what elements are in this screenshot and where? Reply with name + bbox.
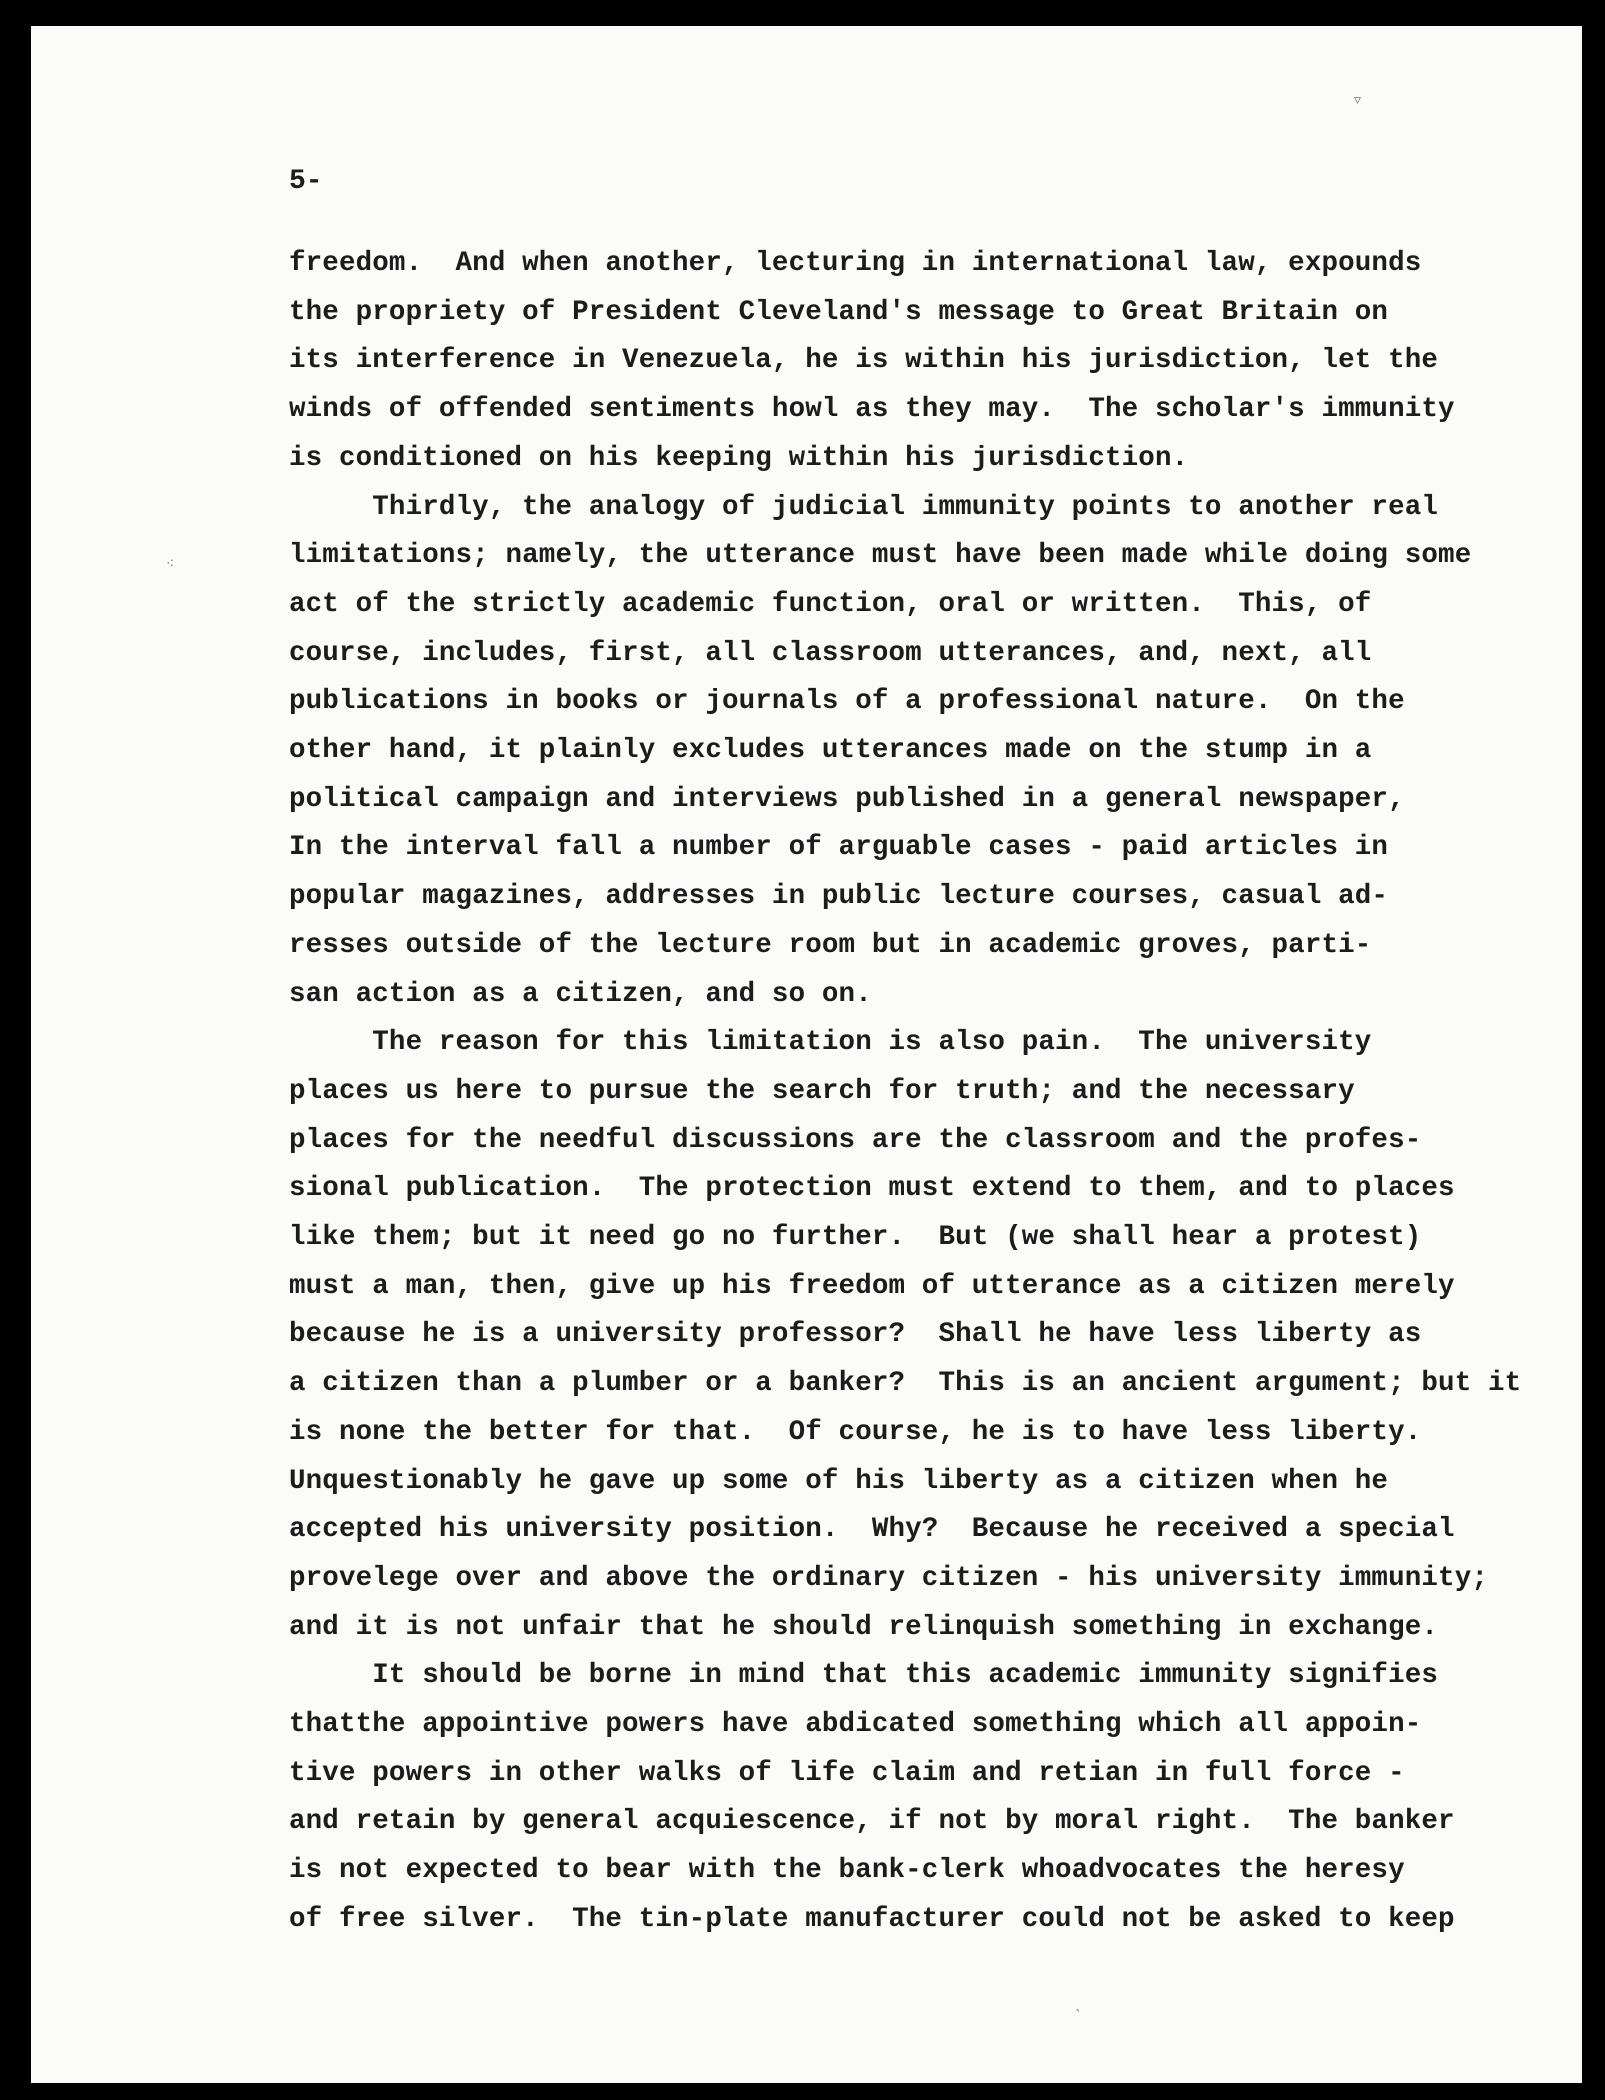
text-line: its interference in Venezuela, he is within his jurisdiction, let the <box>289 345 1439 377</box>
text-line: a citizen than a plumber or a banker? This is an ancient argument; but it <box>289 1368 1522 1400</box>
text-line: act of the strictly academic function, oral or written. This, of <box>289 588 1372 620</box>
text-line: winds of offended sentiments howl as they may. The scholar's immunity <box>289 394 1455 426</box>
document-page <box>31 26 1582 2083</box>
text-line: In the interval fall a number of arguable cases - paid articles in <box>289 832 1389 864</box>
text-line: places for the needful discussions are the classroom and the profes- <box>289 1124 1422 1156</box>
text-line: course, includes, first, all classroom utterances, and, next, all <box>289 637 1372 669</box>
text-line: and retain by general acquiescence, if not by moral right. The banker <box>289 1806 1455 1838</box>
text-line: of free silver. The tin-plate manufacturer could not be asked to keep <box>289 1903 1455 1935</box>
page-number: 5- <box>289 166 323 197</box>
text-line: is not expected to bear with the bank-clerk whoadvocates the heresy <box>289 1855 1405 1887</box>
text-line: limitations; namely, the utterance must have been made while doing some <box>289 540 1472 572</box>
text-line: other hand, it plainly excludes utterances made on the stump in a <box>289 735 1372 766</box>
text-line: san action as a citizen, and so on. <box>289 978 872 1010</box>
text-line: The reason for this limitation is also pain. The university <box>289 1027 1372 1059</box>
text-line: It should be borne in mind that this academic immunity signifies <box>289 1660 1439 1692</box>
text-line: Unquestionably he gave up some of his liberty as a citizen when he <box>289 1465 1389 1497</box>
text-line: Thirdly, the analogy of judicial immunity points to another real <box>289 491 1439 523</box>
text-line: publications in books or journals of a professional nature. On the <box>289 686 1405 718</box>
text-line: must a man, then, give up his freedom of utterance as a citizen merely <box>289 1270 1455 1302</box>
text-line: like them; but it need go no further. But (we shall hear a protest) <box>289 1222 1422 1253</box>
text-line: freedom. And when another, lecturing in international law, expounds <box>289 248 1422 279</box>
text-line: resses outside of the lecture room but in academic groves, parti- <box>289 929 1372 961</box>
text-line: political campaign and interviews published in a general newspaper, <box>289 783 1405 815</box>
text-line: because he is a university professor? Shall he have less liberty as <box>289 1319 1422 1351</box>
text-line: accepted his university position. Why? Because he received a special <box>289 1514 1455 1546</box>
text-line: provelege over and above the ordinary citizen - his university immunity; <box>289 1562 1488 1594</box>
text-line: popular magazines, addresses in public lecture courses, casual ad- <box>289 881 1389 913</box>
text-line: tive powers in other walks of life claim and retian in full force - <box>289 1757 1405 1789</box>
stray-mark: ▿ <box>1354 92 1362 108</box>
text-line: is conditioned on his keeping within his jurisdiction. <box>289 442 1189 474</box>
text-line: sional publication. The protection must extend to them, and to places <box>289 1173 1455 1205</box>
stray-mark: ˎ <box>1075 1996 1082 2012</box>
text-line: is none the better for that. Of course, he is to have less liberty. <box>289 1416 1422 1448</box>
text-line: and it is not unfair that he should relinquish something in exchange. <box>289 1611 1439 1643</box>
text-line: the propriety of President Cleveland's message to Great Britain on <box>289 296 1389 328</box>
text-line: thatthe appointive powers have abdicated something which all appoin- <box>289 1709 1422 1740</box>
stray-mark: ⁖ <box>166 556 175 572</box>
text-line: places us here to pursue the search for truth; and the necessary <box>289 1075 1355 1107</box>
